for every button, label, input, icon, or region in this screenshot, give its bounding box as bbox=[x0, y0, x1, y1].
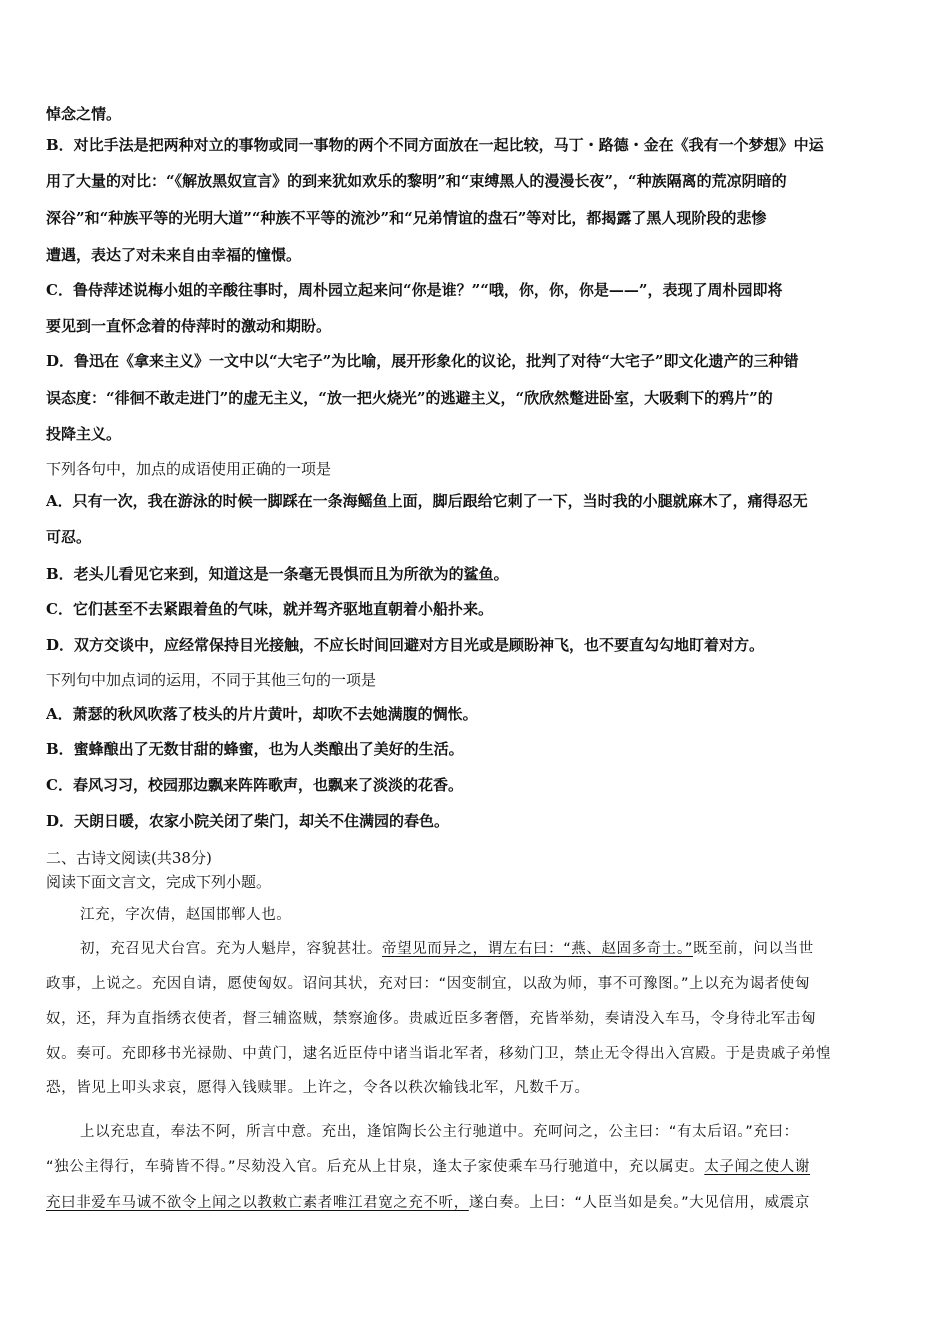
classical-line: “独公主得行，车骑皆不得。”尽劾没入官。后充从上甘泉，逢太子家使乘车马行驰道中，充以属吏。太子闻之使人谢 bbox=[46, 1159, 810, 1175]
classical-line: 恐，皆见上叩头求哀，愿得入钱赎罪。上许之，令各以秩次输钱北军，凡数千万。 bbox=[46, 1080, 590, 1096]
option-a: A．萧瑟的秋风吹落了枝头的片片黄叶，却吹不去她满腹的惆怅。 bbox=[46, 705, 478, 723]
classical-line: 奴。奏可。充即移书光禄勋、中黄门，逮名近臣侍中诸当诣北军者，移劾门卫，禁止无令得出入宫殿。于是贵戚子弟惶 bbox=[46, 1046, 832, 1062]
text-line: 可忍。 bbox=[46, 528, 92, 546]
underlined-sentence: 帝望见而异之，谓左右曰：“燕、赵固多奇士。” bbox=[382, 941, 693, 957]
option-d: D．天朗日暖，农家小院关闭了柴门，却关不住满园的春色。 bbox=[46, 812, 450, 830]
text-line: 遭遇，表达了对未来自由幸福的憧憬。 bbox=[46, 246, 302, 264]
text-line: 悼念之情。 bbox=[46, 105, 122, 123]
option-b: B．蜜蜂酿出了无数甘甜的蜂蜜，也为人类酿出了美好的生活。 bbox=[46, 740, 464, 758]
option-d: D．双方交谈中，应经常保持目光接触，不应长时间回避对方目光或是顾盼神飞，也不要直勾勾地盯着对方。 bbox=[46, 636, 765, 654]
question-stem: 下列句中加点词的运用，不同于其他三句的一项是 bbox=[46, 671, 377, 689]
option-c: C．春风习习，校园那边飘来阵阵歌声，也飘来了淡淡的花香。 bbox=[46, 776, 463, 794]
text-line: 用了大量的对比：“《解放黑奴宣言》的到来犹如欢乐的黎明”和“束缚黑人的漫漫长夜”，“种族隔离的荒凉阴暗的 bbox=[46, 172, 787, 190]
classical-line: 上以充忠直，奉法不阿，所言中意。充出，逢馆陶长公主行驰道中。充呵问之，公主曰：“有太后诏。”充曰： bbox=[80, 1124, 799, 1140]
section-heading: 二、古诗文阅读(共38分) bbox=[46, 849, 212, 867]
underlined-sentence: 太子闻之使人谢 bbox=[704, 1159, 810, 1175]
option-b-explanation: B．对比手法是把两种对立的事物或同一事物的两个不同方面放在一起比较，马丁・路德・金在《我有一个梦想》中运 bbox=[46, 136, 824, 154]
underlined-sentence: 充曰非爱车马诚不欲令上闻之以教敕亡素者唯江君宽之充不听， bbox=[46, 1195, 469, 1211]
classical-line: 政事，上说之。充因自请，愿使匈奴。诏问其状，充对曰：“因变制宜，以敌为师，事不可豫图。”上以充为谒者使匈 bbox=[46, 976, 810, 992]
text-line: 投降主义。 bbox=[46, 425, 122, 443]
question-stem: 下列各句中，加点的成语使用正确的一项是 bbox=[46, 460, 332, 478]
section-instruction: 阅读下面文言文，完成下列小题。 bbox=[46, 873, 272, 891]
option-c: C．它们甚至不去紧跟着鱼的气味，就并驾齐驱地直朝着小船扑来。 bbox=[46, 600, 493, 618]
option-c-explanation: C．鲁侍萍述说梅小姐的辛酸往事时，周朴园立起来问“你是谁？”“哦，你，你，你是——”，表现了周朴园即将 bbox=[46, 281, 783, 299]
classical-line: 初，充召见犬台宫。充为人魁岸，容貌甚壮。帝望见而异之，谓左右曰：“燕、赵固多奇士。”既至前，问以当世 bbox=[80, 941, 814, 957]
text-line: 深谷”和“种族平等的光明大道”“种族不平等的流沙”和“兄弟情谊的盘石”等对比，都揭露了黑人现阶段的悲惨 bbox=[46, 209, 767, 227]
option-d-explanation: D．鲁迅在《拿来主义》一文中以“大宅子”为比喻，展开形象化的议论，批判了对待“大宅子”即文化遗产的三种错 bbox=[46, 352, 799, 370]
text-line: 误态度：“徘徊不敢走进门”的虚无主义，“放一把火烧光”的逃避主义，“欣欣然蹩进卧室，大吸剩下的鸦片”的 bbox=[46, 389, 773, 407]
option-a: A．只有一次，我在游泳的时候一脚踩在一条海鳐鱼上面，脚后跟给它刺了一下，当时我的小腿就麻木了，痛得忍无 bbox=[46, 492, 808, 510]
classical-line: 江充，字次倩，赵国邯郸人也。 bbox=[80, 907, 292, 923]
classical-line: 充曰非爱车马诚不欲令上闻之以教敕亡素者唯江君宽之充不听，遂白奏。上曰：“人臣当如是矣。”大见信用，威震京 bbox=[46, 1195, 810, 1211]
classical-line: 奴，还，拜为直指绣衣使者，督三辅盗贼，禁察逾侈。贵戚近臣多奢僭，充皆举劾，奏请没入车马，令身待北军击匈 bbox=[46, 1011, 817, 1027]
option-b: B．老头儿看见它来到，知道这是一条毫无畏惧而且为所欲为的鲨鱼。 bbox=[46, 565, 509, 583]
text-line: 要见到一直怀念着的侍萍时的激动和期盼。 bbox=[46, 317, 332, 335]
